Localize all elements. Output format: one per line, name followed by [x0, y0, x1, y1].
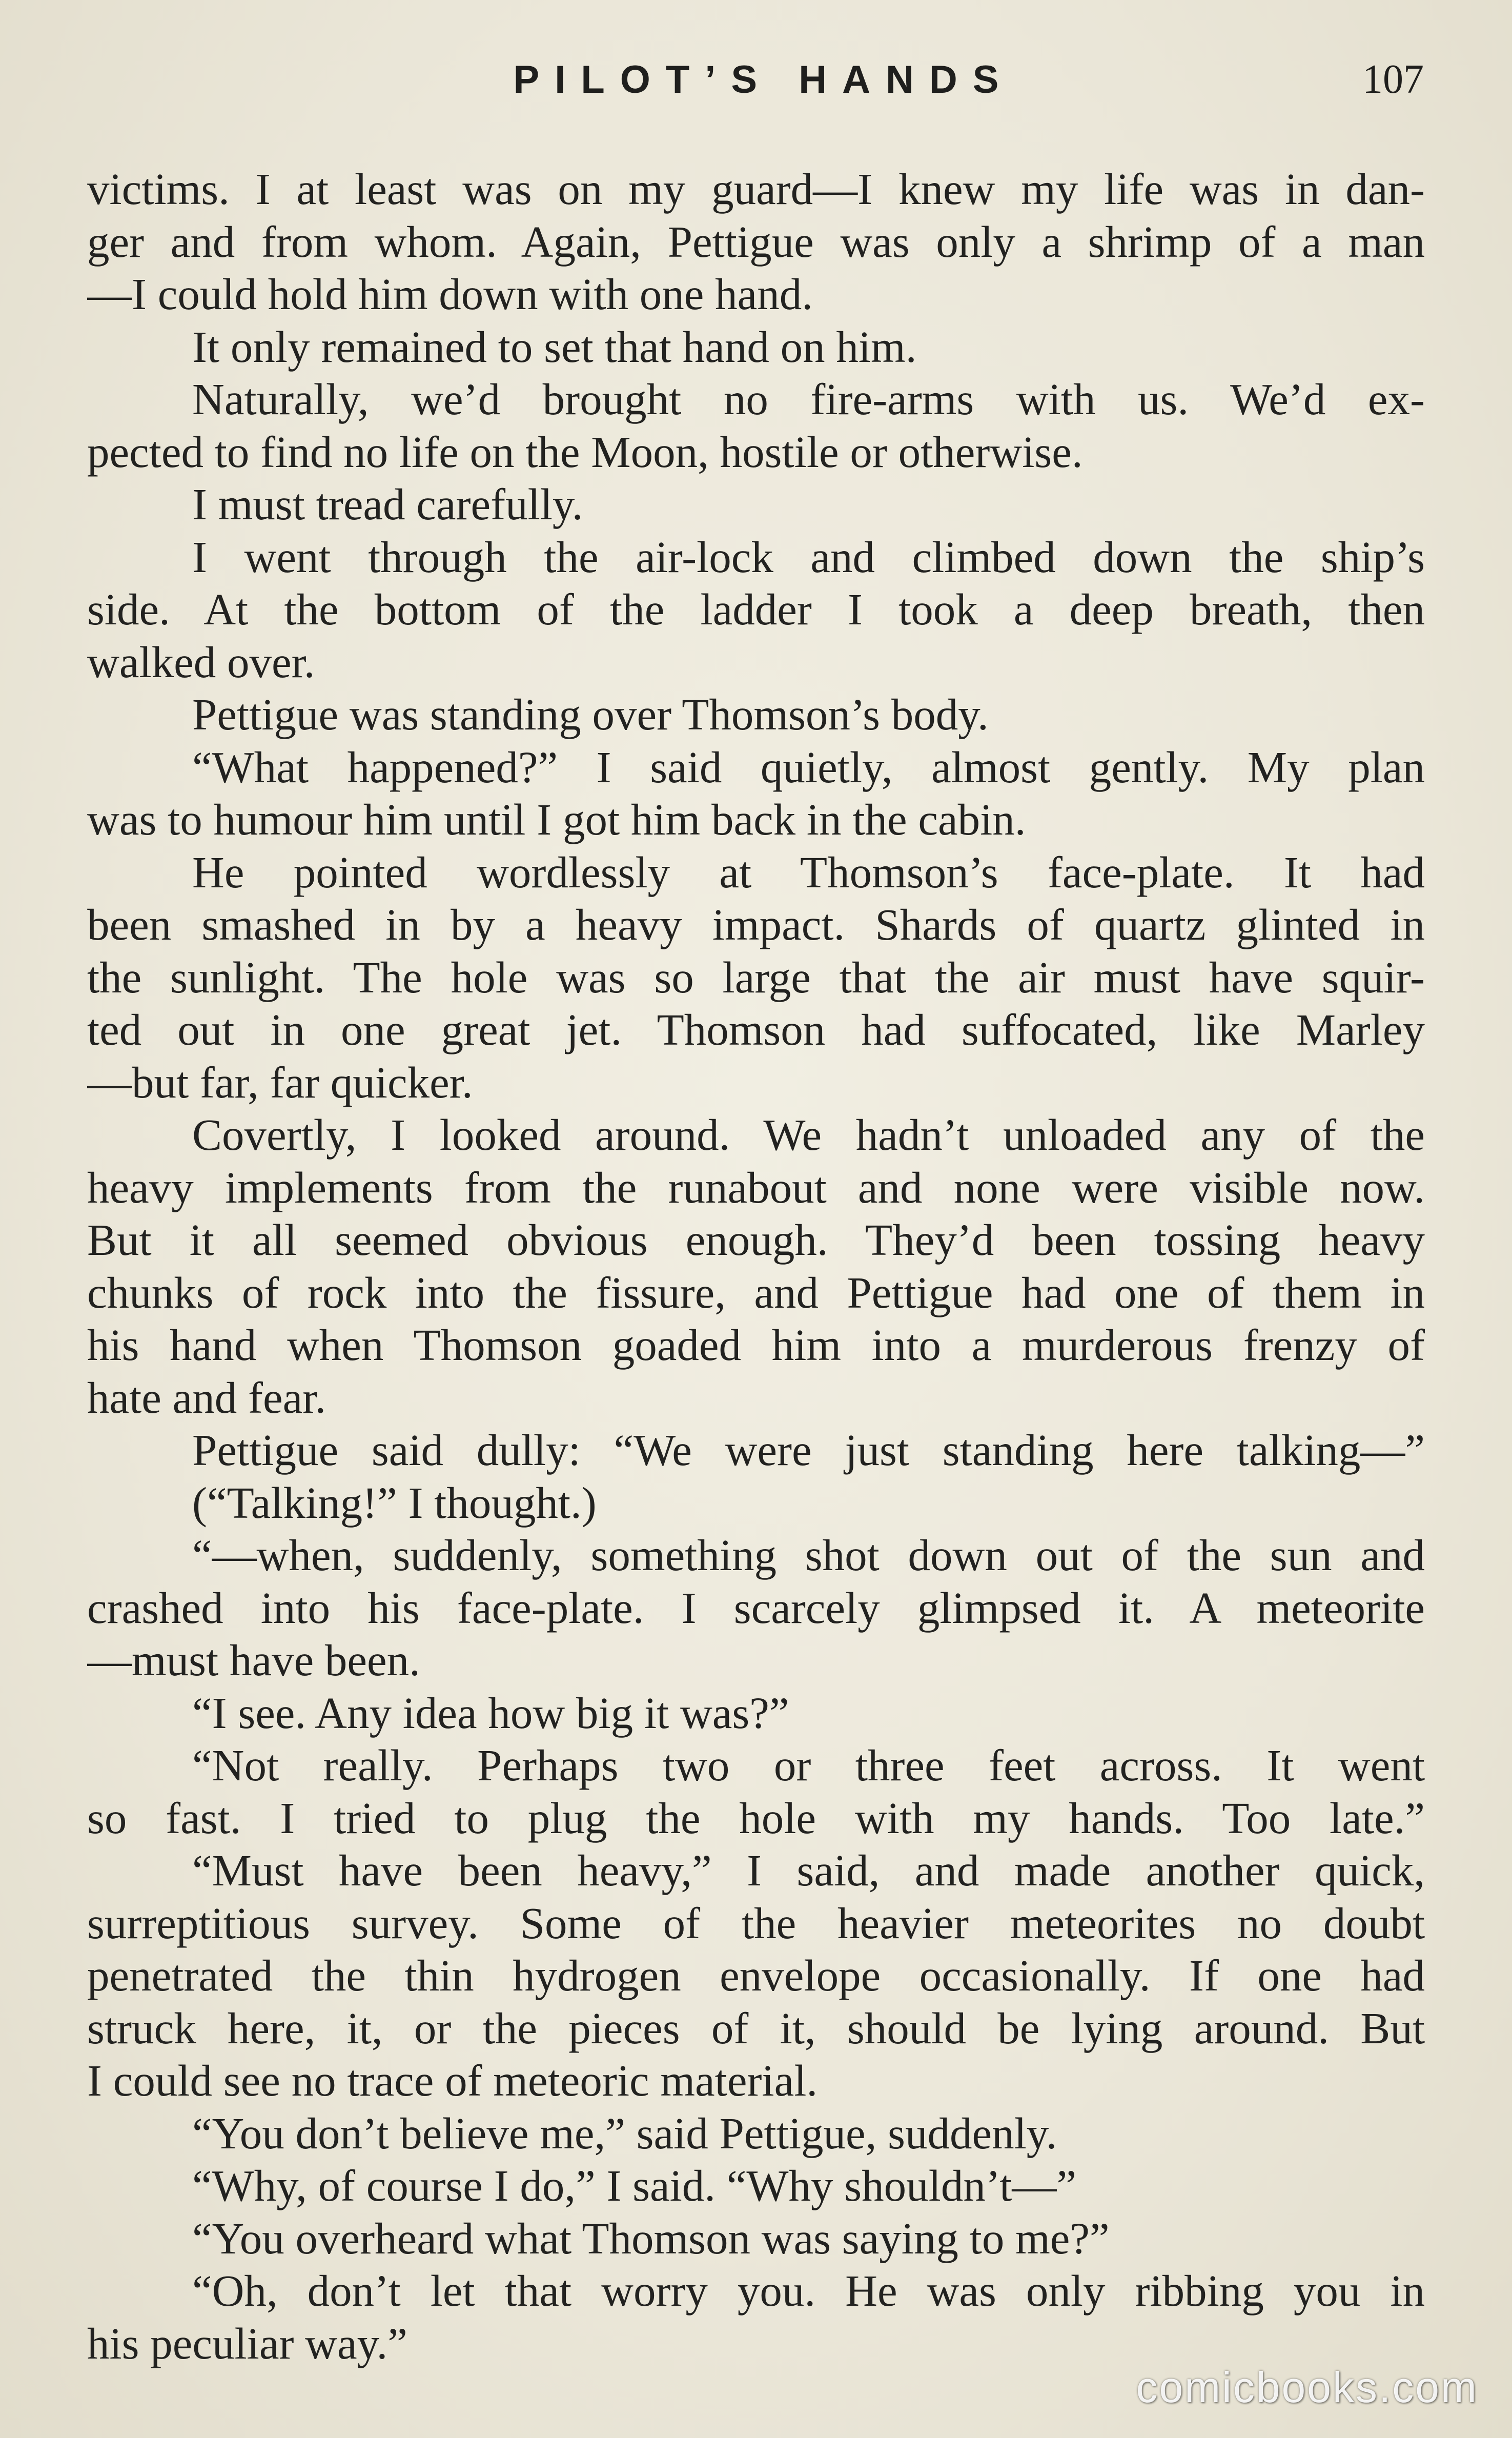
page-number: 107	[1362, 57, 1424, 102]
text-line: I could see no trace of meteoric material.	[87, 2056, 818, 2105]
text-line: It only remained to set that hand on him.	[192, 321, 917, 372]
text-line: “You overheard what Thomson was saying to me?”	[192, 2213, 1110, 2263]
text-line: Naturally, we’d brought no fire-arms with us. We’d ex-	[192, 374, 1425, 424]
text-line: ted out in one great jet. Thomson had suffocated, like Marley	[87, 1005, 1425, 1054]
text-line: Pettigue said dully: “We were just standing here talking—”	[192, 1425, 1425, 1475]
text-line: side. At the bottom of the ladder I took a deep breath, then	[87, 584, 1425, 634]
text-line: —must have been.	[87, 1635, 420, 1685]
text-line: Pettigue was standing over Thomson’s body.	[192, 689, 989, 739]
text-line: “Oh, don’t let that worry you. He was only ribbing you in	[192, 2266, 1425, 2315]
text-line: ger and from whom. Again, Pettigue was only a shrimp of a man	[87, 216, 1425, 267]
text-line: —but far, far quicker.	[87, 1057, 473, 1107]
text-line: his hand when Thomson goaded him into a murderous frenzy of	[87, 1320, 1425, 1370]
text-line: victims. I at least was on my guard—I knew my life was in dan-	[87, 164, 1425, 214]
text-line: been smashed in by a heavy impact. Shards of quartz glinted in	[87, 900, 1425, 949]
text-line: struck here, it, or the pieces of it, should be lying around. But	[87, 2003, 1425, 2053]
running-title: PILOT’S HANDS	[513, 58, 1014, 101]
text-line: his peculiar way.”	[87, 2318, 407, 2368]
text-line: He pointed wordlessly at Thomson’s face-plate. It had	[192, 847, 1425, 897]
text-line: so fast. I tried to plug the hole with my hands. Too late.”	[87, 1793, 1425, 1843]
text-line: the sunlight. The hole was so large that the air must have squir-	[87, 952, 1425, 1002]
text-line: I went through the air-lock and climbed down the ship’s	[192, 532, 1425, 582]
watermark-logo: comicbooks.com	[1136, 2363, 1478, 2411]
text-line: “Must have been heavy,” I said, and made another quick,	[192, 1845, 1425, 1895]
body-text	[87, 163, 1425, 2370]
text-line: But it all seemed obvious enough. They’d been tossing heavy	[87, 1215, 1425, 1265]
text-line: chunks of rock into the fissure, and Pettigue had one of them in	[87, 1267, 1425, 1317]
text-line: pected to find no life on the Moon, hostile or otherwise.	[87, 426, 1083, 477]
text-line: “You don’t believe me,” said Pettigue, suddenly.	[192, 2108, 1057, 2158]
text-line: “Not really. Perhaps two or three feet across. It went	[192, 1740, 1425, 1790]
text-line: I must tread carefully.	[192, 479, 583, 529]
text-line: “Why, of course I do,” I said. “Why shouldn’t—”	[192, 2161, 1077, 2210]
text-line: Covertly, I looked around. We hadn’t unloaded any of the	[192, 1110, 1425, 1160]
text-line: “What happened?” I said quietly, almost gently. My plan	[192, 742, 1425, 792]
text-line: crashed into his face-plate. I scarcely glimpsed it. A meteorite	[87, 1582, 1425, 1633]
text-line: walked over.	[87, 637, 315, 687]
text-line: heavy implements from the runabout and none were visible now.	[87, 1162, 1425, 1212]
text-line: (“Talking!” I thought.)	[192, 1477, 597, 1528]
text-line: hate and fear.	[87, 1372, 326, 1423]
text-line: “—when, suddenly, something shot down out of the sun and	[192, 1530, 1425, 1580]
text-line: “I see. Any idea how big it was?”	[192, 1688, 789, 1738]
text-line: surreptitious survey. Some of the heavier meteorites no doubt	[87, 1898, 1425, 1948]
text-line: penetrated the thin hydrogen envelope occasionally. If one had	[87, 1951, 1425, 2000]
text-line: —I could hold him down with one hand.	[87, 269, 813, 319]
text-line: was to humour him until I got him back in the cabin.	[87, 795, 1026, 844]
